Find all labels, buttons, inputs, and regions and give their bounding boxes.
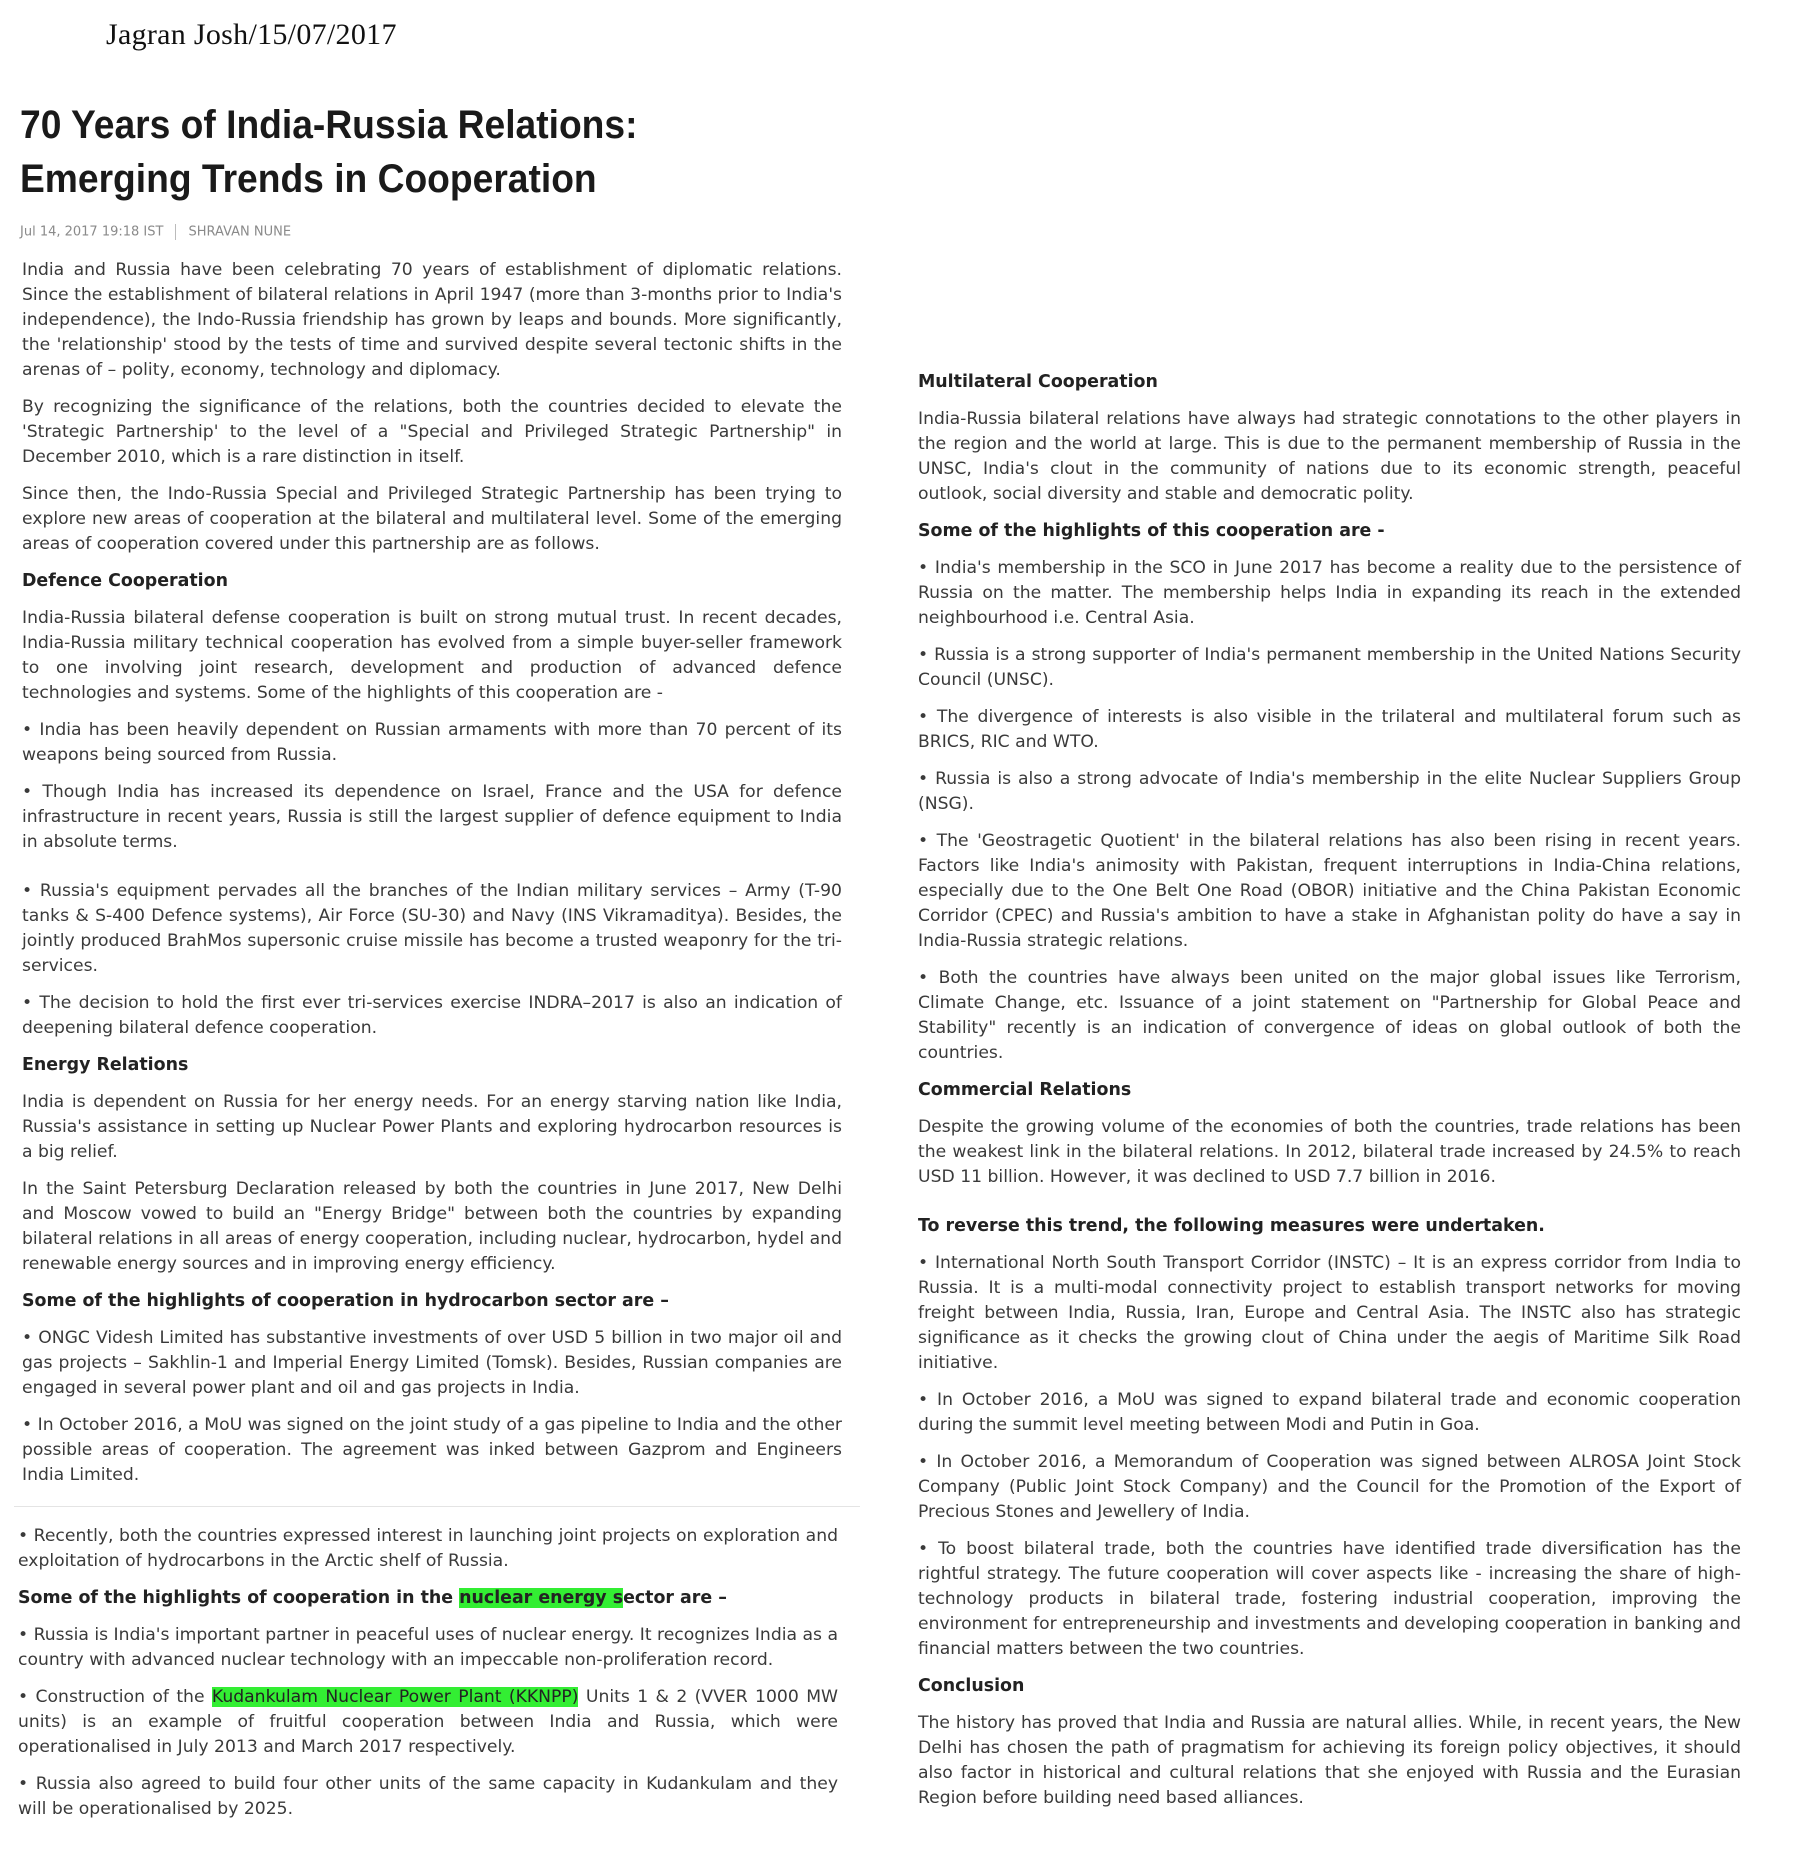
commercial-bullet-1: • International North South Transport Corridor (INSTC) – It is an express corridor from India to Russia. It is a multi-modal connectivity project to establish transport networks for moving freight between India, Russia, Iran, Europe and Central Asia. The INSTC also has strategic significance as it checks the growing clout of China under the aegis of Maritime Silk Road initiative.: [918, 1253, 1741, 1373]
intro-paragraph-1: India and Russia have been celebrating 70 years of establishment of diplomatic relations. Since the establishment of bilateral relations in April 1947 (more than 3-months prior to India's independence), the Indo-Russia friendship has grown by leaps and bounds. More significantly, the 'relationship' stood by the tests of time and survived despite several tectonic shifts in the arenas of – polity, economy, technology and diplomacy.: [22, 260, 842, 380]
hydrocarbon-bullet-3: • Recently, both the countries expressed interest in launching joint projects on exploration and exploitation of hydrocarbons in the Arctic shelf of Russia.: [18, 1526, 838, 1571]
defence-heading: Defence Cooperation: [22, 571, 228, 591]
conclusion-heading: Conclusion: [918, 1676, 1025, 1696]
multilateral-bullet-2: • Russia is a strong supporter of India's permanent membership in the United Nations Security Council (UNSC).: [918, 645, 1741, 690]
nuclear-bullet-2-start: • Construction of the: [18, 1687, 212, 1707]
multilateral-bullet-3: • The divergence of interests is also visible in the trilateral and multilateral forum such as BRICS, RIC and WTO.: [918, 707, 1741, 752]
hydrocarbon-heading: Some of the highlights of cooperation in hydrocarbon sector are –: [22, 1291, 669, 1311]
nuclear-bullet-3: • Russia also agreed to build four other units of the same capacity in Kudankulam and they will be operationalised by 2025.: [18, 1774, 838, 1819]
article-title: 70 Years of India-Russia Relations: Emerging Trends in Cooperation: [20, 103, 638, 201]
defence-paragraph: India-Russia bilateral defense cooperation is built on strong mutual trust. In recent decades, India-Russia military technical cooperation has evolved from a simple buyer-seller framework to one involving joint research, development and production of advanced defence technologies and systems. Some of the highlights of this cooperation are -: [22, 608, 842, 703]
multilateral-subheading: Some of the highlights of this cooperation are -: [918, 521, 1385, 541]
energy-heading: Energy Relations: [22, 1055, 189, 1075]
defence-bullet-2: • Though India has increased its dependence on Israel, France and the USA for defence infrastructure in recent years, Russia is still the largest supplier of defence equipment to India in absolute terms.: [22, 782, 842, 852]
commercial-bullet-4: • To boost bilateral trade, both the countries have identified trade diversification has the rightful strategy. The future cooperation will cover aspects like - increasing the share of high-technology products in bilateral trade, fostering industrial cooperation, improving the environment for entrepreneurship and investments and developing cooperation in banking and financial matters between the two countries.: [918, 1539, 1741, 1659]
right-column: [918, 370, 1741, 1823]
kknpp-highlight: Kudankulam Nuclear Power Plant (KKNPP): [211, 1687, 579, 1707]
meta-separator: [175, 224, 176, 240]
nuclear-heading-highlight: nuclear energy s: [459, 1588, 624, 1608]
nuclear-heading-text: Some of the highlights of cooperation in the: [18, 1588, 460, 1608]
commercial-bullet-3: • In October 2016, a Memorandum of Cooperation was signed between ALROSA Joint Stock Company (Public Joint Stock Company) and the Council for the Promotion of the Export of Precious Stones and Jewellery of India.: [918, 1452, 1741, 1522]
defence-bullet-1: • India has been heavily dependent on Russian armaments with more than 70 percent of its weapons being sourced from Russia.: [22, 720, 842, 765]
article-date: Jul 14, 2017 19:18 IST: [20, 224, 164, 240]
multilateral-bullet-5: • The 'Geostragetic Quotient' in the bilateral relations has also been rising in recent years. Factors like India's animosity with Pakistan, frequent interruptions in India-China relations, especially due to the One Belt One Road (OBOR) initiative and the China Pakistan Economic Corridor (CPEC) and Russia's ambition to have a stake in Afghanistan polity do have a say in India-Russia strategic relations.: [918, 831, 1741, 951]
nuclear-bullet-1: • Russia is India's important partner in peaceful uses of nuclear energy. It recognizes India as a country with advanced nuclear technology with an impeccable non-proliferation record.: [18, 1625, 838, 1670]
article-author: SHRAVAN NUNE: [188, 224, 292, 240]
multilateral-bullet-4: • Russia is also a strong advocate of India's membership in the elite Nuclear Suppliers Group (NSG).: [918, 769, 1741, 814]
hydrocarbon-bullet-1: • ONGC Videsh Limited has substantive investments of over USD 5 billion in two major oil and gas projects – Sakhlin-1 and Imperial Energy Limited (Tomsk). Besides, Russian companies are engaged in several power plant and oil and gas projects in India.: [22, 1328, 842, 1398]
multilateral-bullet-6: • Both the countries have always been united on the major global issues like Terrorism, Climate Change, etc. Issuance of a joint statement on "Partnership for Global Peace and Stability" recently is an indication of convergence of ideas on global outlook of both the countries.: [918, 968, 1741, 1063]
conclusion-paragraph: The history has proved that India and Russia are natural allies. While, in recent years, the New Delhi has chosen the path of pragmatism for achieving its foreign policy objectives, it should also factor in historical and cultural relations that she enjoyed with Russia and the Eurasian Region before building need based alliances.: [918, 1713, 1741, 1808]
energy-paragraph-1: India is dependent on Russia for her energy needs. For an energy starving nation like India, Russia's assistance in setting up Nuclear Power Plants and exploring hydrocarbon resources is a big relief.: [22, 1092, 842, 1162]
nuclear-heading-text-end: ector are –: [623, 1588, 727, 1608]
commercial-bullet-2: • In October 2016, a MoU was signed to expand bilateral trade and economic cooperation during the summit level meeting between Modi and Putin in Goa.: [918, 1390, 1741, 1435]
source-line: Jagran Josh/15/07/2017: [106, 18, 397, 51]
energy-paragraph-2: In the Saint Petersburg Declaration released by both the countries in June 2017, New Delhi and Moscow vowed to build an "Energy Bridge" between both the countries by expanding bilateral relations in all areas of energy cooperation, including nuclear, hydrocarbon, hydel and renewable energy sources and in improving energy efficiency.: [22, 1179, 842, 1274]
article-meta: [20, 224, 291, 240]
commercial-paragraph: Despite the growing volume of the economies of both the countries, trade relations has been the weakest link in the bilateral relations. In 2012, bilateral trade increased by 24.5% to reach USD 11 billion. However, it was declined to USD 7.7 billion in 2016.: [918, 1117, 1741, 1187]
multilateral-heading: Multilateral Cooperation: [918, 372, 1158, 392]
defence-bullet-4: • The decision to hold the first ever tri-services exercise INDRA–2017 is also an indication of deepening bilateral defence cooperation.: [22, 993, 842, 1038]
left-column-upper: [22, 258, 842, 1500]
multilateral-bullet-1: • India's membership in the SCO in June 2017 has become a reality due to the persistence of Russia on the matter. The membership helps India in expanding its reach in the extended neighbourhood i.e. Central Asia.: [918, 558, 1741, 628]
commercial-subheading: To reverse this trend, the following measures were undertaken.: [918, 1216, 1545, 1236]
intro-paragraph-3: Since then, the Indo-Russia Special and Privileged Strategic Partnership has been trying to explore new areas of cooperation at the bilateral and multilateral level. Some of the emerging areas of cooperation covered under this partnership are as follows.: [22, 484, 842, 554]
commercial-heading: Commercial Relations: [918, 1080, 1132, 1100]
intro-paragraph-2: By recognizing the significance of the relations, both the countries decided to elevate the 'Strategic Partnership' to the level of a "Special and Privileged Strategic Partnership" in December 2010, which is a rare distinction in itself.: [22, 397, 842, 467]
hydrocarbon-bullet-2: • In October 2016, a MoU was signed on the joint study of a gas pipeline to India and the other possible areas of cooperation. The agreement was inked between Gazprom and Engineers India Limited.: [22, 1415, 842, 1485]
defence-bullet-3: • Russia's equipment pervades all the branches of the Indian military services – Army (T-90 tanks & S-400 Defence systems), Air Force (SU-30) and Navy (INS Vikramaditya). Besides, the jointly produced BrahMos supersonic cruise missile has become a trusted weaponry for the tri-services.: [22, 881, 842, 976]
clipping-divider: [14, 1506, 860, 1507]
nuclear-heading: [18, 1586, 838, 1611]
nuclear-bullet-2: [18, 1685, 838, 1760]
multilateral-paragraph: India-Russia bilateral relations have always had strategic connotations to the other players in the region and the world at large. This is due to the permanent membership of Russia in the UNSC, India's clout in the community of nations due to its economic strength, peaceful outlook, social diversity and stable and democratic polity.: [918, 409, 1741, 504]
nuclear-bullet-2-rest: Units 1 & 2 (VVER 1000 MW units) is an example of fruitful cooperation between India and Russia, which were operationalised in July 2013 and March 2017 respectively.: [18, 1687, 839, 1757]
left-column-lower: [18, 1524, 838, 1834]
